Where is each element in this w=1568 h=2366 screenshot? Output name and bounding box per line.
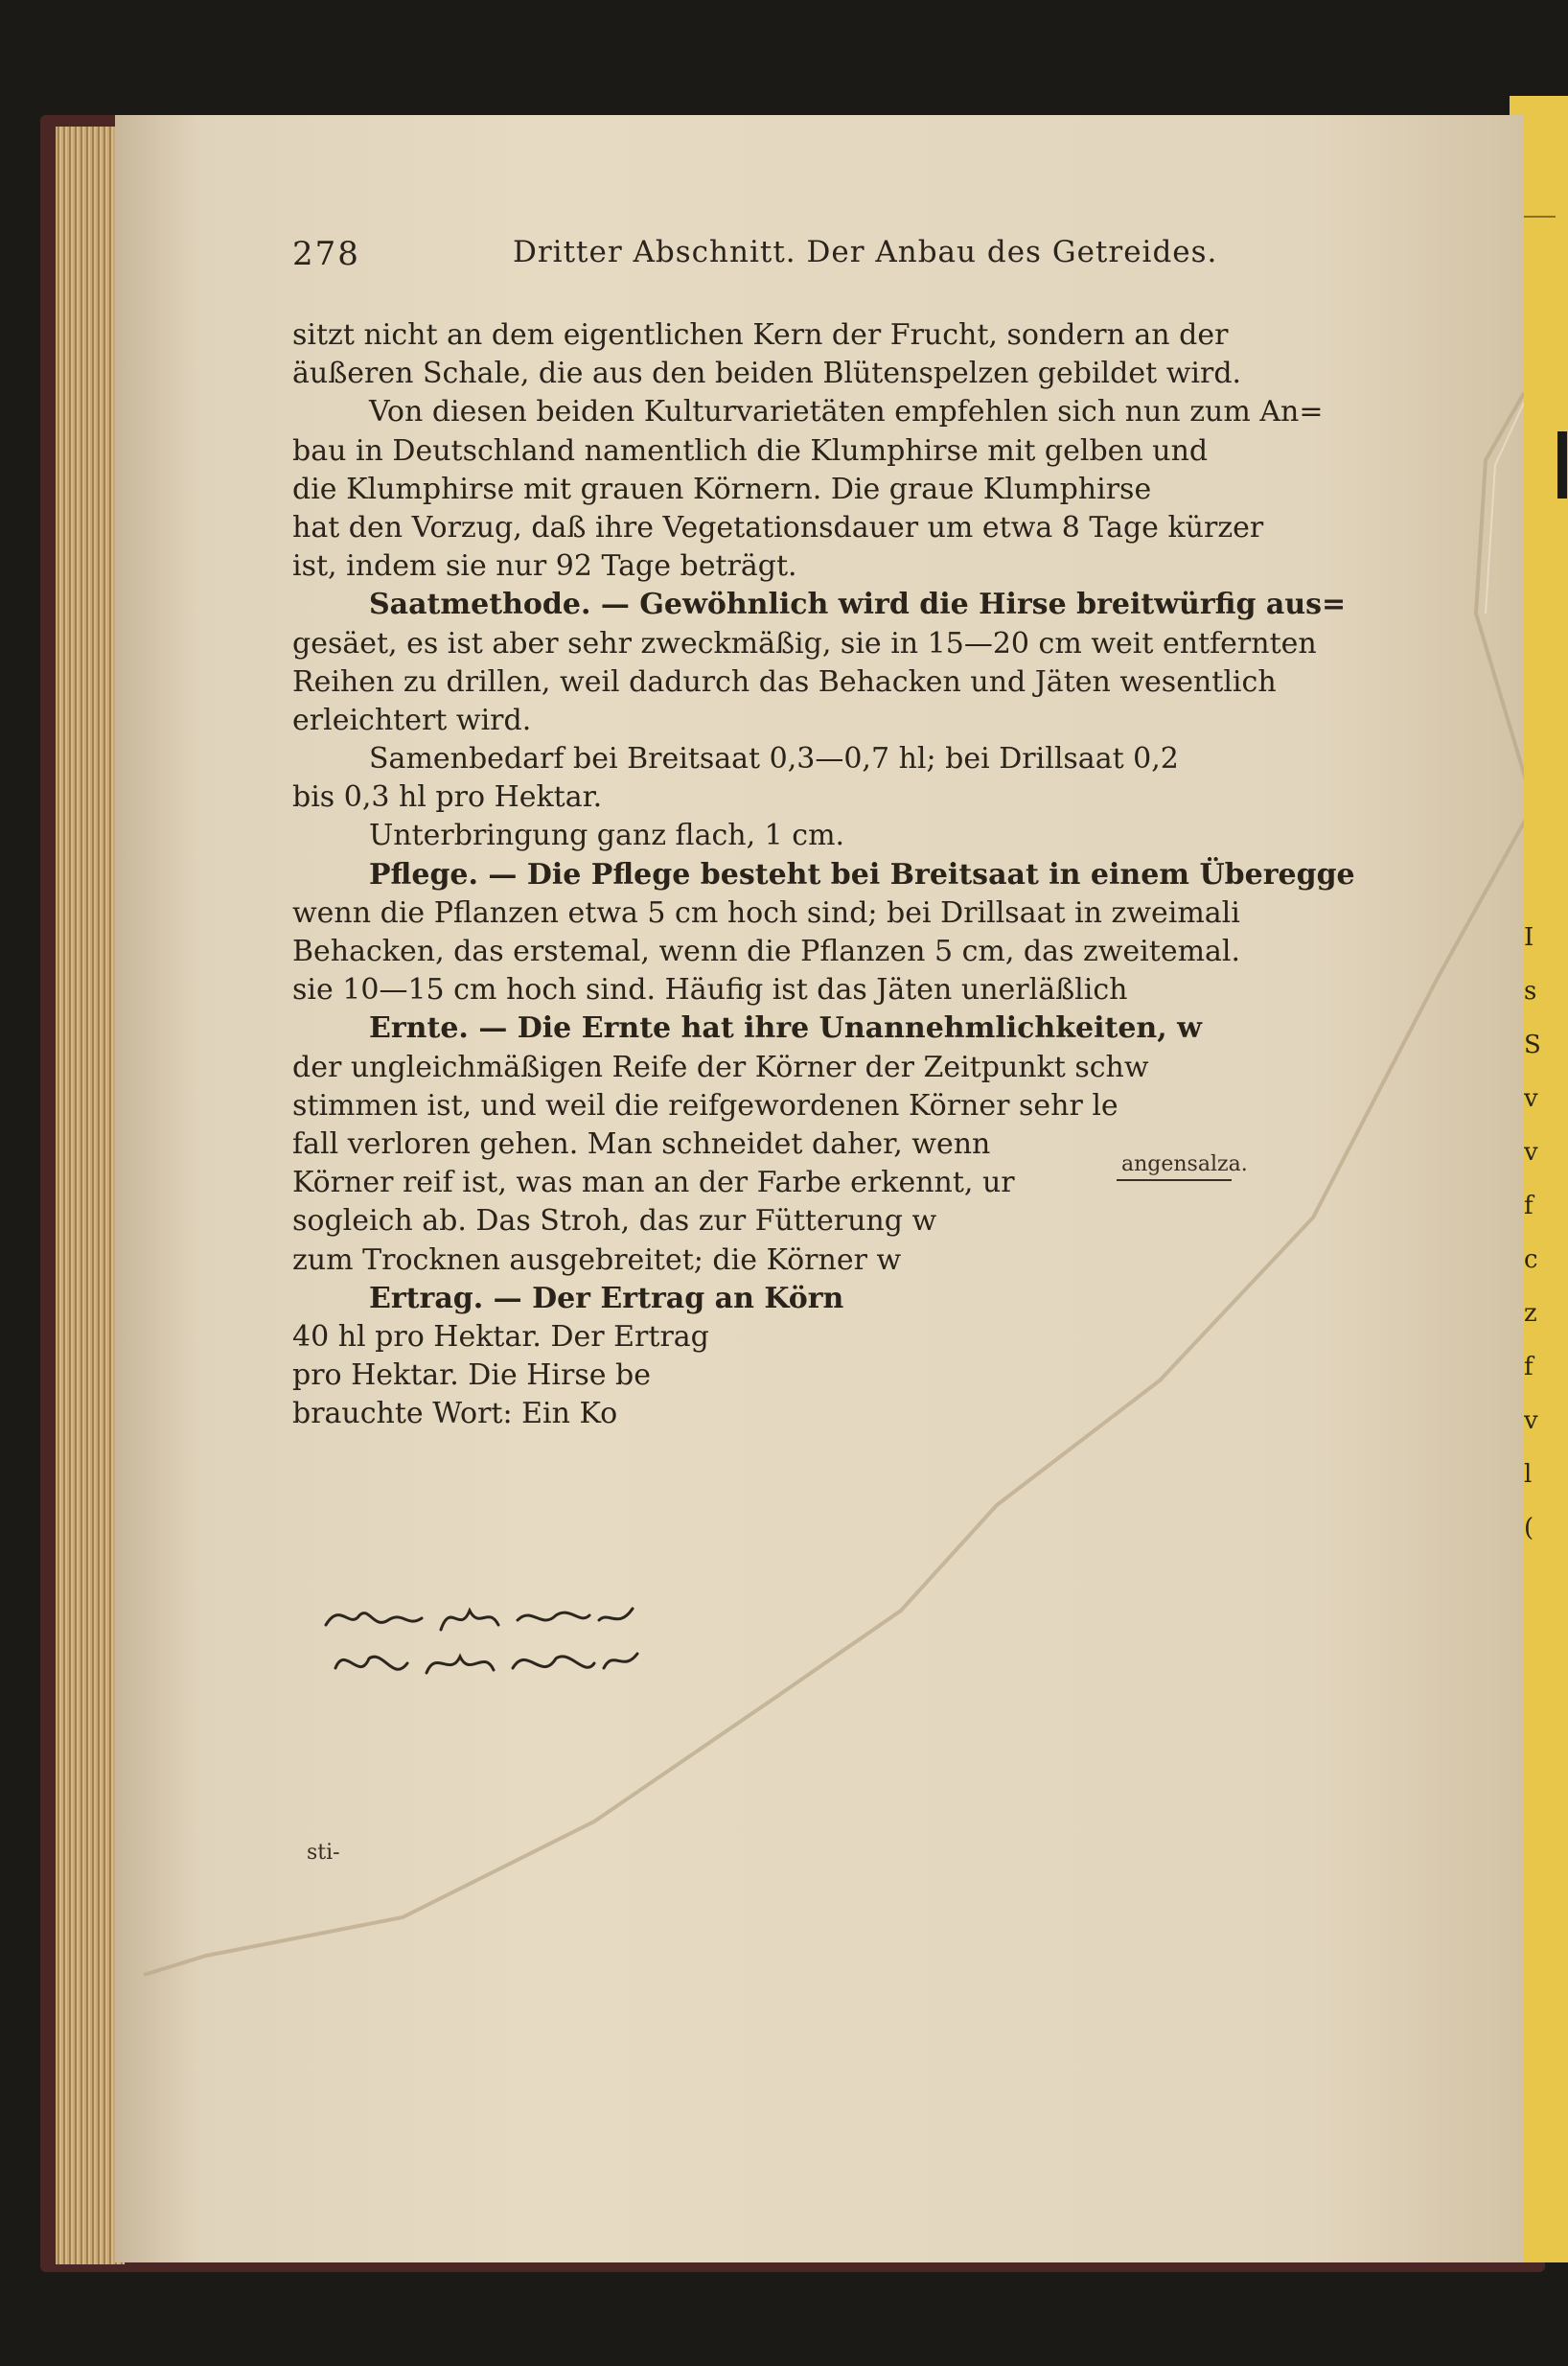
text-line: 40 hl pro Hektar. Der Ertrag	[292, 1319, 709, 1354]
section-saatmethode: Saatmethode. — Gewöhnlich wird die Hirse breitwürfig aus=	[369, 588, 1347, 622]
facing-page-text	[1524, 911, 1562, 1543]
running-title: Dritter Abschnitt. Der Anbau des Getreides.	[513, 235, 1218, 269]
facing-fragment: v	[1524, 1406, 1538, 1435]
text-line: sitzt nicht an dem eigentlichen Kern der Frucht, sondern an der	[292, 318, 1229, 352]
handwritten-note	[316, 1591, 796, 1697]
text-line: wenn die Pflanzen etwa 5 cm hoch sind; bei Drillsaat in zweimali	[292, 895, 1240, 930]
facing-fragment: v	[1524, 1084, 1538, 1113]
text-line: Behacken, das erstemal, wenn die Pflanzen 5 cm, das zweitemal.	[292, 935, 1241, 968]
section-pflege: Pflege. — Die Pflege besteht bei Breitsaat in einem Überegge	[369, 857, 1355, 892]
page-number: 278	[292, 235, 360, 273]
text-line: stimmen ist, und weil die reifgewordenen Körner sehr le	[292, 1088, 1118, 1123]
text-line: ist, indem sie nur 92 Tage beträgt.	[292, 549, 797, 584]
facing-fragment: I	[1524, 923, 1534, 952]
text-line: erleichtert wird.	[292, 703, 532, 737]
bottom-fragment: sti-	[307, 1841, 340, 1865]
text-line: zum Trocknen ausgebreitet; die Körner w	[292, 1242, 902, 1277]
text-line: Von diesen beiden Kulturvarietäten empfehlen sich nun zum An=	[369, 395, 1324, 429]
text-line: äußeren Schale, die aus den beiden Blütenspelzen gebildet wird.	[292, 357, 1242, 391]
text-line: hat den Vorzug, daß ihre Vegetationsdauer um etwa 8 Tage kürzer	[292, 510, 1264, 545]
facing-fragment: c	[1524, 1245, 1538, 1274]
text-line: bau in Deutschland namentlich die Klumphirse mit gelben und	[292, 433, 1209, 468]
text-line: brauchte Wort: Ein Ko	[292, 1397, 618, 1431]
stamp-fragment: angensalza.	[1121, 1152, 1248, 1176]
text-line: Unterbringung ganz flach, 1 cm.	[369, 819, 845, 853]
body-text	[292, 316, 1418, 1433]
facing-page-letter-fragment	[1557, 431, 1567, 499]
handwriting-scribble	[316, 1591, 796, 1697]
section-ernte: Ernte. — Die Ernte hat ihre Unannehmlichkeiten, w	[369, 1011, 1202, 1046]
text-line: sogleich ab. Das Stroh, das zur Fütterung w	[292, 1204, 937, 1239]
text-line: gesäet, es ist aber sehr zweckmäßig, sie in 15—20 cm weit entfernten	[292, 626, 1317, 661]
facing-fragment: f	[1524, 1353, 1533, 1381]
text-line: die Klumphirse mit grauen Körnern. Die graue Klumphirse	[292, 472, 1152, 506]
text-line: fall verloren gehen. Man schneidet daher, wenn	[292, 1126, 991, 1161]
running-header	[292, 235, 1404, 292]
text-line: der ungleichmäßigen Reife der Körner der Zeitpunkt schw	[292, 1050, 1149, 1084]
facing-fragment: z	[1524, 1299, 1537, 1328]
text-line: Körner reif ist, was man an der Farbe erkennt, ur	[292, 1166, 1015, 1200]
text-line: pro Hektar. Die Hirse be	[292, 1358, 651, 1393]
facing-fragment: l	[1524, 1460, 1533, 1489]
facing-fragment: (	[1524, 1514, 1534, 1543]
book-page	[115, 115, 1524, 2262]
section-ertrag: Ertrag. — Der Ertrag an Körn	[369, 1281, 844, 1315]
text-line: sie 10—15 cm hoch sind. Häufig ist das Jäten unerläßlich	[292, 973, 1128, 1008]
facing-fragment: v	[1524, 1138, 1538, 1167]
facing-fragment: S	[1524, 1031, 1541, 1059]
facing-fragment: f	[1524, 1192, 1533, 1220]
facing-fragment: s	[1524, 977, 1537, 1006]
stamp-rule	[1117, 1179, 1232, 1181]
text-line: Samenbedarf bei Breitsaat 0,3—0,7 hl; bei Drillsaat 0,2	[369, 742, 1179, 777]
text-line: Reihen zu drillen, weil dadurch das Behacken und Jäten wesentlich	[292, 664, 1277, 699]
text-line: bis 0,3 hl pro Hektar.	[292, 780, 603, 815]
